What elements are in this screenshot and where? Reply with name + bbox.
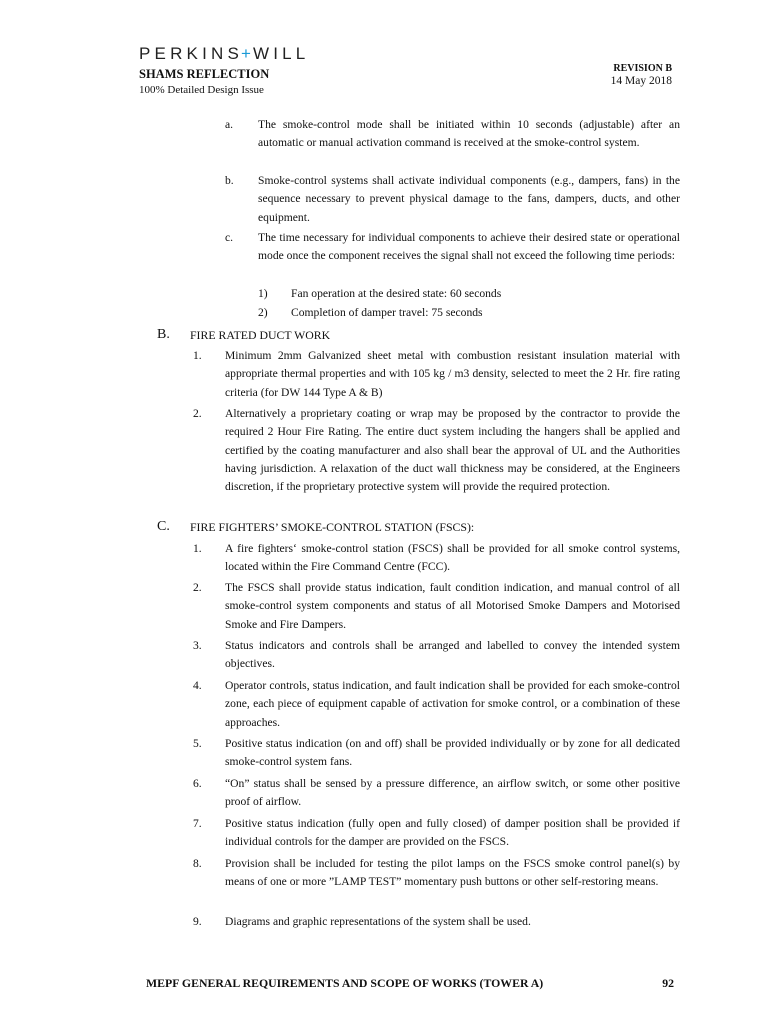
list-item: Provision shall be included for testing the pilot lamps on the FSCS smoke control panel(s) by means of one or more ”LAMP TEST” momentary push buttons or other self-restoring means. <box>225 857 680 889</box>
list-marker: b. <box>225 174 234 187</box>
list-marker: 7. <box>193 817 202 830</box>
list-item: “On” status shall be sensed by a pressure difference, an airflow switch, or some other positive proof of airflow. <box>225 777 680 809</box>
list-item: A fire fighters‘ smoke-control station (FSCS) shall be provided for all smoke control systems, located within the Fire Command Centre (FCC). <box>225 542 680 574</box>
logo-text-right: WILL <box>252 44 310 63</box>
issue-date: 14 May 2018 <box>610 75 672 87</box>
list-marker: 9. <box>193 915 202 928</box>
issue-status: 100% Detailed Design Issue <box>139 84 264 96</box>
revision-label: REVISION B <box>613 63 672 74</box>
section-marker: C. <box>157 519 170 534</box>
list-marker: 4. <box>193 679 202 692</box>
list-marker: c. <box>225 231 234 244</box>
list-item: Minimum 2mm Galvanized sheet metal with combustion resistant insulation material with appropriate thermal properties and with 105 kg / m3 density, selected to meet the 2 Hr. fire rating criteria (for DW 144 Type A & B) <box>225 349 680 399</box>
sub-list-marker: 2) <box>258 306 268 319</box>
section-heading: FIRE FIGHTERS’ SMOKE-CONTROL STATION (FSCS): <box>190 520 475 534</box>
list-marker: 2. <box>193 407 202 420</box>
list-item: Status indicators and controls shall be arranged and labelled to convey the intended system objectives. <box>225 639 680 671</box>
list-item: The FSCS shall provide status indication, fault condition indication, and manual control of all smoke-control system components and status of all Motorised Smoke Dampers and Motorised Smoke and Fire Dampers. <box>225 581 680 631</box>
list-item: Smoke-control systems shall activate individual components (e.g., dampers, fans) in the sequence necessary to prevent physical damage to the fans, dampers, ducts, and other equipment. <box>258 174 680 224</box>
list-item: Positive status indication (on and off) shall be provided individually or by zone for all dedicated smoke-control system fans. <box>225 737 680 769</box>
page-number: 92 <box>662 976 674 990</box>
sub-list-marker: 1) <box>258 287 268 300</box>
list-item: Operator controls, status indication, and fault indication shall be provided for each smoke-control zone, each piece of equipment capable of activation for smoke control, or a combination of these approaches. <box>225 679 680 729</box>
list-marker: 2. <box>193 581 202 594</box>
list-item: Diagrams and graphic representations of the system shall be used. <box>225 915 531 928</box>
list-marker: 6. <box>193 777 202 790</box>
list-item: The smoke-control mode shall be initiated within 10 seconds (adjustable) after an automatic or manual activation command is received at the smoke-control system. <box>258 118 680 150</box>
list-marker: 5. <box>193 737 202 750</box>
sub-list-item: Fan operation at the desired state: 60 seconds <box>291 287 502 300</box>
list-marker: 1. <box>193 542 202 555</box>
footer-title: MEPF GENERAL REQUIREMENTS AND SCOPE OF WORKS (TOWER A) <box>146 976 544 990</box>
section-marker: B. <box>157 327 170 342</box>
project-title: SHAMS REFLECTION <box>139 67 270 81</box>
sub-list-item: Completion of damper travel: 75 seconds <box>291 306 483 319</box>
list-item: The time necessary for individual components to achieve their desired state or operational mode once the component receives the signal shall not exceed the following time periods: <box>258 231 680 263</box>
section-heading: FIRE RATED DUCT WORK <box>190 328 331 342</box>
perkins-will-logo <box>139 44 309 64</box>
logo-text-left: PERKINS <box>139 44 244 63</box>
list-item: Positive status indication (fully open and fully closed) of damper position shall be provided if individual controls for the damper are provided on the FSCS. <box>225 817 680 849</box>
list-marker: 1. <box>193 349 202 362</box>
list-item: Alternatively a proprietary coating or wrap may be proposed by the contractor to provide the required 2 Hour Fire Rating. The entire duct system including the hangers shall be applied and certified by the coating manufacturer and also shall bear the approval of UL and the Authorities having jurisdiction. A relaxation of the duct wall thickness may be considered, at the Engineers discretion, if the proprietary protective system will provide the required protection. <box>225 407 680 494</box>
list-marker: 8. <box>193 857 202 870</box>
logo-plus: + <box>241 44 251 63</box>
list-marker: 3. <box>193 639 202 652</box>
list-marker: a. <box>225 118 234 131</box>
